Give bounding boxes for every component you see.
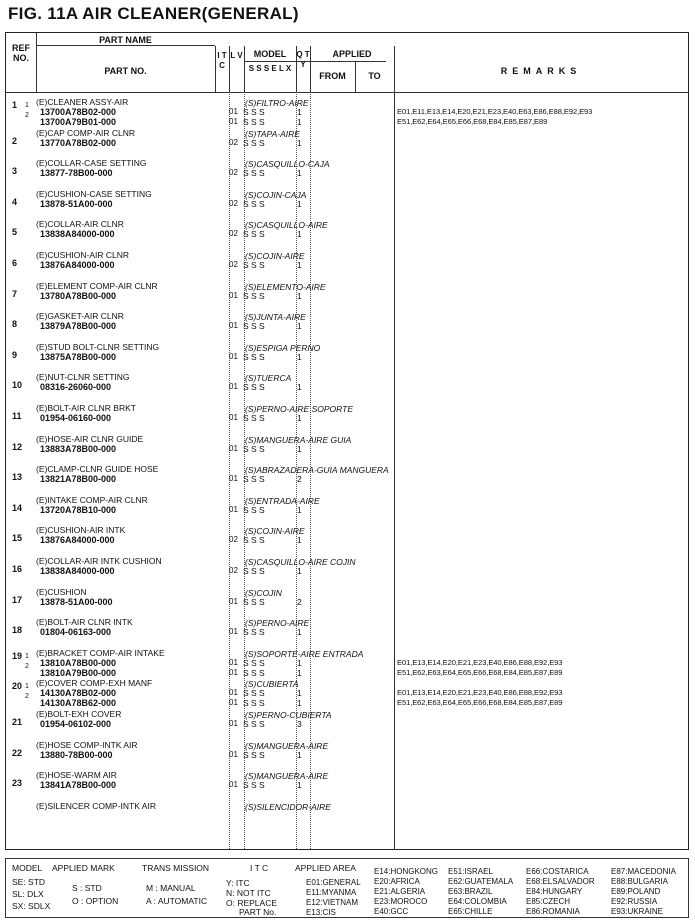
spanish-name: (S)SOPORTE-AIRE ENTRADA [245, 648, 364, 659]
part-no: 13821A78B00-000 [40, 474, 117, 485]
model-marks: S S S [243, 107, 265, 117]
part-name: (E)NUT-CLNR SETTING [36, 372, 130, 383]
applied-area-item: E84:HUNGARY [526, 887, 583, 896]
part-name: (E)HOSE-WARM AIR [36, 770, 117, 781]
applied-area-item: E11:MYANMA [306, 888, 357, 897]
legend-se: SE: STD [12, 877, 46, 887]
part-name: (E)HOSE COMP-INTK AIR [36, 739, 138, 750]
spanish-name: (S)PERNO-CUBIERTA [245, 710, 332, 720]
lv-value: 02 [229, 535, 238, 545]
qty-value: 1 [297, 535, 302, 546]
applied-area-item: E13:CIS [306, 908, 336, 917]
table-row [5, 186, 689, 217]
qty-value: 1 [297, 351, 302, 362]
qty-value: 1 [297, 657, 302, 668]
qty-value: 1 [297, 321, 302, 332]
model-marks: S S S [243, 198, 265, 209]
part-name: (E)ELEMENT COMP-AIR CLNR [36, 280, 158, 291]
ref-no: 4 [12, 196, 18, 207]
lv-value: 01 [229, 443, 238, 453]
model-marks: S S S [243, 321, 265, 332]
applied-area-item: E63:BRAZIL [448, 887, 493, 896]
applied-area-item: E85:CZECH [526, 897, 571, 906]
ref-no: 19 [12, 650, 23, 661]
spanish-name: (S)COJIN-AIRE [245, 251, 305, 261]
model-marks: S S S [243, 535, 265, 546]
applied-area-item: E89:POLAND [611, 887, 661, 896]
applied-area-item: E87:MACEDONIA [611, 867, 676, 876]
part-no: 13810A78B00-000 [40, 657, 117, 668]
part-name: (E)BOLT-AIR CLNR BRKT [36, 403, 136, 413]
legend-std: S : STD [72, 883, 102, 893]
remarks-value: E51,E62,E63,E64,E65,E66,E68,E84,E85,E87,E89 [397, 698, 563, 708]
qty-value: 1 [297, 168, 302, 179]
spanish-name: (S)COJIN-CAJA [245, 189, 307, 200]
qty-value: 1 [297, 566, 302, 576]
spanish-name: (S)CASQUILLO-AIRE [245, 220, 328, 231]
remarks-value: E51,E62,E63,E64,E65,E66,E68,E84,E85,E87,E89 [397, 667, 563, 677]
legend-option: O : OPTION [72, 896, 119, 906]
ref-no: 5 [12, 227, 18, 238]
ref-no: 1 [12, 100, 18, 110]
ref-no: 16 [12, 564, 23, 574]
spanish-name: (S)MANGUERA-AIRE [245, 771, 329, 782]
part-no: 13878-51A00-000 [40, 198, 113, 209]
model-marks: S S S [243, 290, 265, 301]
qty-value: 2 [297, 474, 302, 485]
qty-value: 1 [297, 107, 302, 117]
part-no: 01954-06160-000 [40, 413, 112, 423]
model-marks: S S S [243, 474, 265, 485]
lv-value: 01 [229, 719, 238, 728]
model-marks: S S S [243, 698, 265, 709]
model-marks: S S S [243, 382, 265, 393]
applied-area-item: E66:COSTARICA [526, 867, 589, 876]
part-no: 13700A79B01-000 [40, 117, 117, 127]
lv-value: 01 [229, 780, 238, 790]
applied-area-item: E14:HONGKONG [374, 867, 439, 876]
part-no: 13810A79B00-000 [40, 667, 117, 678]
part-no: 13770A78B02-000 [40, 137, 117, 148]
spanish-name: (S)MANGUERA-AIRE GUIA [245, 434, 352, 445]
applied-area-item: E23:MOROCO [374, 897, 428, 906]
part-name: (E)COLLAR-AIR INTK CUSHION [36, 556, 162, 566]
sub-ref: 1 [25, 652, 29, 660]
part-name: (E)STUD BOLT-CLNR SETTING [36, 341, 160, 352]
part-name: (E)HOSE-AIR CLNR GUIDE [36, 433, 144, 444]
ref-no: 21 [12, 717, 23, 727]
table-row [5, 400, 689, 431]
qty-value: 1 [297, 117, 302, 127]
part-no: 01804-06163-000 [40, 627, 112, 638]
model-marks: S S S [243, 566, 265, 576]
lv-value: 02 [229, 260, 238, 269]
part-name: (E)CUSHION-AIR CLNR [36, 250, 130, 260]
legend-sx: SX: SDLX [12, 901, 51, 911]
lv-value: 01 [229, 351, 238, 361]
part-no: 13841A78B00-000 [40, 780, 117, 791]
part-name: (E)SILENCER COMP-INTK AIR [36, 800, 156, 811]
qty-value: 1 [297, 627, 302, 638]
table-row [5, 645, 689, 676]
header-divider [36, 45, 215, 46]
table-row [5, 767, 689, 798]
model-header: MODEL [253, 49, 287, 59]
table-row [5, 94, 689, 125]
model-marks: S S S [243, 260, 265, 270]
page-title: FIG. 11A AIR CLEANER(GENERAL) [8, 4, 299, 23]
part-name-header: PART NAME [99, 35, 152, 45]
lv-value: 01 [229, 474, 238, 484]
lv-value: 01 [229, 290, 238, 300]
ref-no: 23 [12, 778, 23, 789]
legend-area-header: APPLIED AREA [295, 863, 356, 873]
spanish-name: (S)CASQUILLO-CAJA [245, 159, 330, 170]
spanish-name: (S)CUBIERTA [245, 679, 299, 690]
part-name: (E)CUSHION-AIR INTK [36, 525, 126, 536]
spanish-name: (S)SILENCIDOR-AIRE [245, 801, 331, 812]
qty-value: 2 [297, 596, 302, 607]
part-name: (E)GASKET-AIR CLNR [36, 311, 124, 322]
model-marks: S S S [243, 780, 265, 791]
model-marks: S S S [243, 667, 265, 678]
lv-value: 01 [229, 657, 238, 667]
part-name: (E)CLAMP-CLNR GUIDE HOSE [36, 464, 159, 475]
legend-trans-header: TRANS MISSION [142, 863, 210, 873]
model-divider [244, 61, 386, 62]
qty-value: 3 [297, 719, 302, 729]
remarks-value: E01,E13,E14,E20,E21,E23,E40,E86,E88,E92,E93 [397, 657, 563, 667]
ref-no: 13 [12, 472, 23, 483]
lv-value: 01 [229, 504, 238, 514]
lv-value: 01 [229, 117, 238, 126]
table-row [5, 125, 689, 156]
part-name: (E)BRACKET COMP-AIR INTAKE [36, 647, 165, 658]
qty-value: 1 [297, 382, 302, 393]
table-row [5, 584, 689, 615]
applied-area-item: E21:ALGERIA [374, 887, 426, 896]
ref-no: 9 [12, 349, 18, 360]
sub-ref: 2 [25, 112, 29, 119]
applied-area-item: E93:UKRAINE [611, 907, 664, 916]
legend-applied-mark-header: APPLIED MARK [52, 863, 115, 873]
applied-area-item: E51:ISRAEL [448, 867, 493, 876]
qty-value: 1 [297, 698, 302, 709]
part-no: 13700A78B02-000 [40, 107, 117, 117]
model-marks: S S S [243, 719, 265, 729]
part-no: 13720A78B10-000 [40, 504, 117, 515]
spanish-name: (S)COJIN [245, 587, 282, 598]
table-row [5, 737, 689, 768]
ref-no: 8 [12, 319, 18, 330]
part-no: 13838A84000-000 [40, 229, 115, 240]
model-cols-header: S S S E L X [248, 64, 292, 73]
spanish-name: (S)JUNTA-AIRE [245, 312, 306, 323]
model-marks: S S S [243, 137, 265, 148]
lv-value: 02 [229, 198, 238, 208]
qty-value: 1 [297, 260, 302, 270]
part-name: (E)CLEANER ASSY-AIR [36, 97, 129, 107]
part-no: 13876A84000-000 [40, 535, 115, 546]
table-row [5, 798, 689, 829]
part-no: 08316-26060-000 [40, 382, 112, 393]
lv-value: 01 [229, 688, 238, 698]
model-marks: S S S [243, 117, 265, 127]
part-no: 13877-78B00-000 [40, 168, 113, 179]
applied-area-item: E64:COLOMBIA [448, 897, 507, 906]
legend-model-header: MODEL [12, 863, 43, 873]
lv-value: 01 [229, 596, 238, 606]
model-marks: S S S [243, 351, 265, 362]
legend-not-itc: N: NOT ITC [226, 888, 271, 898]
table-row [5, 461, 689, 492]
part-no: 13838A84000-000 [40, 566, 115, 576]
table-row [5, 522, 689, 553]
spanish-name: (S)FILTRO-AIRE [245, 98, 309, 108]
qty-value: 1 [297, 198, 302, 209]
table-row [5, 278, 689, 309]
ref-no: 6 [12, 258, 18, 268]
legend-y-itc: Y: ITC [226, 878, 250, 888]
ref-no: 11 [12, 411, 22, 421]
spanish-name: (S)PERNO-AIRE [245, 618, 310, 629]
applied-area-item: E40:GCC [374, 907, 409, 916]
spanish-name: (S)ENTRADA-AIRE [245, 495, 320, 506]
spanish-name: (S)COJIN-AIRE [245, 526, 305, 537]
table-row [5, 492, 689, 523]
lv-value: 02 [229, 229, 238, 239]
part-no: 13780A78B00-000 [40, 290, 117, 301]
table-row [5, 614, 689, 645]
to-header: TO [368, 71, 381, 81]
sub-ref: 1 [25, 683, 29, 691]
model-marks: S S S [243, 413, 265, 423]
remarks-value: E51,E62,E64,E65,E66,E68,E84,E85,E87,E89 [397, 117, 548, 126]
part-name: (E)COVER COMP-EXH MANF [36, 678, 153, 689]
ref-no: 12 [12, 441, 23, 452]
ref-no: 2 [12, 135, 18, 146]
lv-value: 01 [229, 321, 238, 331]
part-no: 13880-78B00-000 [40, 749, 113, 760]
part-name: (E)COLLAR-AIR CLNR [36, 219, 124, 230]
lv-value: 01 [229, 382, 238, 392]
spanish-name: (S)CASQUILLO-AIRE COJIN [245, 557, 356, 567]
applied-area-item: E68:ELSALVADOR [526, 877, 595, 886]
spanish-name: (S)TAPA-AIRE [245, 128, 300, 139]
legend-sl: SL: DLX [12, 889, 44, 899]
qty-value: 1 [297, 667, 302, 678]
qty-value: 1 [297, 413, 302, 423]
spanish-name: (S)ELEMENTO-AIRE [245, 281, 326, 292]
lv-value: 01 [229, 107, 238, 116]
applied-area-item: E12:VIETNAM [306, 898, 359, 907]
spanish-name: (S)PERNO-AIRE SOPORTE [245, 404, 353, 414]
remarks-value: E01,E13,E14,E20,E21,E23,E40,E86,E88,E92,E93 [397, 688, 563, 698]
sub-ref: 2 [25, 662, 29, 670]
applied-area-item: E88:BULGARIA [611, 877, 668, 886]
spanish-name: (S)ESPIGA PERNO [245, 342, 321, 353]
applied-area-item: E01:GENERAL [306, 878, 361, 887]
part-name: (E)INTAKE COMP-AIR CLNR [36, 494, 148, 505]
legend-manual: M : MANUAL [146, 883, 196, 893]
sub-ref: 2 [25, 693, 29, 701]
part-name: (E)CUSHION-CASE SETTING [36, 188, 152, 199]
part-no: 13879A78B00-000 [40, 321, 117, 332]
qty-value: 1 [297, 504, 302, 515]
table-row [5, 216, 689, 247]
legend-automatic: A : AUTOMATIC [146, 896, 208, 906]
spanish-name: (S)MANGUERA-AIRE [245, 740, 329, 751]
ref-no: 3 [12, 166, 18, 177]
lv-value: 02 [229, 566, 238, 575]
part-no: 13875A78B00-000 [40, 351, 117, 362]
itc-header: I T C [217, 51, 227, 70]
qty-value: 1 [297, 688, 302, 699]
qty-header: Q T Y [296, 50, 310, 69]
legend-replace: O: REPLACE [226, 898, 278, 908]
table-row [5, 308, 689, 339]
ref-no: 22 [12, 747, 23, 758]
model-marks: S S S [243, 627, 265, 638]
part-no: 13883A78B00-000 [40, 443, 117, 454]
qty-value: 1 [297, 780, 302, 791]
ref-no: 18 [12, 625, 23, 636]
lv-value: 01 [229, 627, 238, 637]
part-name: (E)BOLT-AIR CLNR INTK [36, 617, 133, 628]
part-no: 01954-06102-000 [40, 719, 112, 729]
table-row [5, 155, 689, 186]
model-marks: S S S [243, 657, 265, 668]
part-name: (E)COLLAR-CASE SETTING [36, 158, 147, 169]
part-no: 13878-51A00-000 [40, 596, 113, 607]
lv-value: 01 [229, 749, 238, 759]
table-row [5, 431, 689, 462]
ref-no: 17 [12, 594, 23, 605]
legend-itc-header: I T C [250, 863, 269, 873]
remarks-header: REMARKS [500, 66, 582, 76]
lv-header: L V [230, 51, 243, 60]
part-name: (E)BOLT-EXH COVER [36, 709, 122, 719]
spanish-name: (S)ABRAZADERA-GUIA MANGUERA [245, 465, 389, 476]
lv-value: 01 [229, 698, 238, 708]
part-no-header: PART NO. [104, 66, 147, 76]
ref-no: 14 [12, 502, 23, 513]
lv-value: 02 [229, 137, 238, 147]
part-name: (E)CAP COMP-AIR CLNR [36, 127, 136, 138]
ref-no: 10 [12, 380, 23, 391]
table-row [5, 553, 689, 584]
ref-no: 15 [12, 533, 23, 544]
model-marks: S S S [243, 749, 265, 760]
qty-value: 1 [297, 443, 302, 454]
sub-ref: 1 [25, 102, 29, 109]
qty-value: 1 [297, 229, 302, 240]
applied-area-item: E20:AFRICA [374, 877, 420, 886]
ref-no-header: REF NO. [12, 43, 30, 63]
table-row [5, 247, 689, 278]
table-row [5, 369, 689, 400]
lv-value: 01 [229, 413, 238, 422]
qty-value: 1 [297, 290, 302, 301]
part-no: 13876A84000-000 [40, 260, 115, 270]
table-row [5, 675, 689, 709]
model-marks: S S S [243, 229, 265, 240]
applied-area-item: E92:RUSSIA [611, 897, 658, 906]
applied-area-item: E86:ROMANIA [526, 907, 580, 916]
part-name: (E)CUSHION [36, 586, 87, 597]
table-row [5, 339, 689, 370]
model-marks: S S S [243, 596, 265, 607]
model-marks: S S S [243, 504, 265, 515]
spanish-name: (S)TUERCA [245, 373, 292, 384]
ref-no: 20 [12, 681, 23, 692]
legend [5, 858, 689, 918]
from-header: FROM [319, 71, 346, 81]
legend-part-no: PART No. [239, 907, 277, 917]
model-marks: S S S [243, 443, 265, 454]
applied-area-item: E65:CHILLE [448, 907, 493, 916]
applied-area-item: E62:GUATEMALA [448, 877, 514, 886]
header-bottom-line [6, 92, 688, 93]
qty-value: 1 [297, 137, 302, 148]
part-no: 14130A78B02-000 [40, 688, 117, 699]
remarks-value: E01,E11,E13,E14,E20,E21,E23,E40,E63,E86,E88,E92,E93 [397, 107, 593, 116]
part-no: 14130A78B62-000 [40, 698, 117, 709]
lv-value: 02 [229, 168, 238, 178]
lv-value: 01 [229, 667, 238, 677]
qty-value: 1 [297, 749, 302, 760]
applied-header: APPLIED [332, 49, 372, 59]
model-marks: S S S [243, 688, 265, 699]
model-marks: S S S [243, 168, 265, 179]
table-row [5, 706, 689, 737]
ref-no: 7 [12, 288, 18, 299]
